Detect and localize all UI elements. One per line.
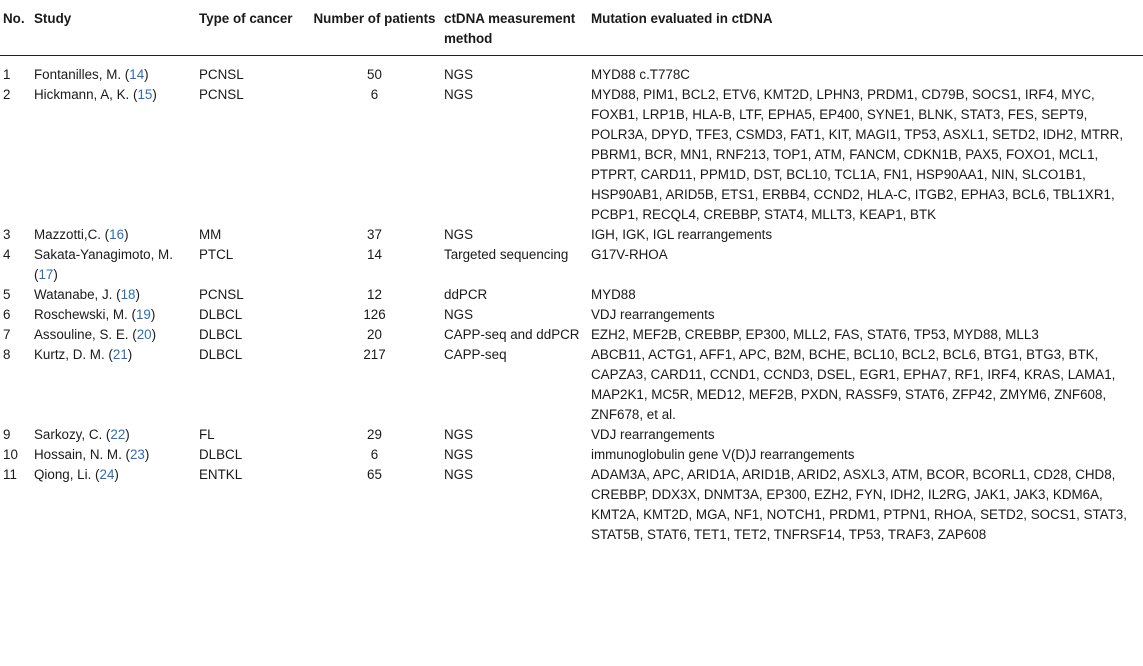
study-cell <box>34 445 199 465</box>
patients-cell: 20 <box>367 327 382 342</box>
method-cell: NGS <box>444 307 474 322</box>
study-cell <box>34 225 199 245</box>
study-cell <box>34 245 199 285</box>
study-cell <box>34 85 199 225</box>
method-cell: NGS <box>444 227 474 242</box>
study-author: Fontanilles, M. ( <box>34 67 130 82</box>
table-row <box>0 425 1143 445</box>
row-number: 7 <box>3 327 11 342</box>
table-row <box>0 85 1143 225</box>
reference-link[interactable]: 18 <box>120 287 136 302</box>
row-number: 10 <box>3 447 18 462</box>
study-close-paren: ) <box>150 307 156 322</box>
row-number: 2 <box>3 87 11 102</box>
study-cell <box>34 425 199 445</box>
reference-link[interactable]: 16 <box>109 227 125 242</box>
study-author: Sakata-Yanagimoto, M. ( <box>34 247 173 282</box>
study-close-paren: ) <box>152 87 157 102</box>
row-number: 5 <box>3 287 11 302</box>
cancer-type-cell: DLBCL <box>199 347 243 362</box>
header-type-of-cancer: Type of cancer <box>199 9 305 56</box>
mutation-cell: EZH2, MEF2B, CREBBP, EP300, MLL2, FAS, STAT6, TP53, MYD88, MLL3 <box>591 327 1039 342</box>
study-author: Assouline, S. E. ( <box>34 327 137 342</box>
table-row <box>0 325 1143 345</box>
reference-link[interactable]: 15 <box>137 87 153 102</box>
study-author: Hickmann, A, K. ( <box>34 87 138 102</box>
reference-link[interactable]: 22 <box>110 427 126 442</box>
row-number: 1 <box>3 67 11 82</box>
reference-link[interactable]: 14 <box>129 67 145 82</box>
mutation-cell: VDJ rearrangements <box>591 307 715 322</box>
study-author: Watanabe, J. ( <box>34 287 121 302</box>
cancer-type-cell: ENTKL <box>199 467 243 482</box>
mutation-cell: IGH, IGK, IGL rearrangements <box>591 227 773 242</box>
patients-cell: 6 <box>370 87 379 102</box>
study-cell <box>34 345 199 425</box>
reference-link[interactable]: 19 <box>135 307 151 322</box>
mutation-cell: MYD88 <box>591 287 636 302</box>
cancer-type-cell: FL <box>199 427 215 442</box>
patients-cell: 14 <box>367 247 382 262</box>
table-header <box>0 9 1143 56</box>
row-number: 9 <box>3 427 11 442</box>
study-cell <box>34 56 199 86</box>
table-row <box>0 285 1143 305</box>
table-row <box>0 345 1143 425</box>
patients-cell: 50 <box>367 67 382 82</box>
study-close-paren: ) <box>151 327 157 342</box>
study-close-paren: ) <box>135 287 140 302</box>
method-cell: NGS <box>444 447 474 462</box>
study-cell <box>34 465 199 545</box>
table-row <box>0 245 1143 285</box>
cancer-type-cell: PCNSL <box>199 67 244 82</box>
cancer-type-cell: DLBCL <box>199 327 243 342</box>
header-measurement-method: ctDNA measurement method <box>444 9 591 56</box>
study-close-paren: ) <box>127 347 133 362</box>
study-author: Roschewski, M. ( <box>34 307 136 322</box>
mutation-cell: immunoglobulin gene V(D)J rearrangements <box>591 447 855 462</box>
method-cell: NGS <box>444 87 474 102</box>
table-body <box>0 56 1143 546</box>
mutation-cell: VDJ rearrangements <box>591 427 715 442</box>
study-author: Sarkozy, C. ( <box>34 427 111 442</box>
reference-link[interactable]: 17 <box>38 267 54 282</box>
mutation-cell: G17V-RHOA <box>591 247 668 262</box>
table-row <box>0 445 1143 465</box>
method-cell: CAPP-seq <box>444 347 507 362</box>
method-cell: ddPCR <box>444 287 488 302</box>
study-close-paren: ) <box>124 227 129 242</box>
header-no: No. <box>0 9 34 56</box>
mutation-cell: ADAM3A, APC, ARID1A, ARID1B, ARID2, ASXL3, ATM, BCOR, BCORL1, CD28, CHD8, CREBBP, DDX3X, DNMT3A, EP300, EZH2, FYN, IDH2, IL2RG, JAK1, JAK3, KDM6A, KMT2A, KMT2D, MGA, NF1, NOTCH1, PRDM1, PTPN1, RHOA, SETD2, SOCS1, STAT3, STAT5B, STAT6, TET1, TET2, TNFRSF14, TP53, TRAF3, ZAP608 <box>591 467 1127 542</box>
table-row <box>0 465 1143 545</box>
header-mutation: Mutation evaluated in ctDNA <box>591 9 1143 56</box>
study-author: Kurtz, D. M. ( <box>34 347 113 362</box>
method-cell: NGS <box>444 427 474 442</box>
method-cell: NGS <box>444 67 474 82</box>
study-author: Hossain, N. M. ( <box>34 447 130 462</box>
reference-link[interactable]: 20 <box>136 327 152 342</box>
row-number: 3 <box>3 227 11 242</box>
patients-cell: 65 <box>367 467 382 482</box>
cancer-type-cell: DLBCL <box>199 447 243 462</box>
study-close-paren: ) <box>144 67 149 82</box>
reference-link[interactable]: 23 <box>129 447 145 462</box>
row-number: 4 <box>3 247 11 262</box>
study-author: Mazzotti,C. ( <box>34 227 110 242</box>
method-cell: Targeted sequencing <box>444 247 569 262</box>
study-author: Qiong, Li. ( <box>34 467 100 482</box>
patients-cell: 6 <box>370 447 379 462</box>
row-number: 6 <box>3 307 11 322</box>
cancer-type-cell: MM <box>199 227 222 242</box>
reference-link[interactable]: 24 <box>99 467 115 482</box>
header-number-of-patients: Number of patients <box>305 9 444 56</box>
mutation-cell: ABCB11, ACTG1, AFF1, APC, B2M, BCHE, BCL10, BCL2, BCL6, BTG1, BTG3, BTK, CAPZA3, CARD11, CCND1, CCND3, DSEL, EGR1, EPHA7, RF1, IRF4, KRAS, LAMA1, MAP2K1, MC5R, MED12, MEF2B, PXDN, RASSF9, STAT6, ZFP42, ZMYM6, ZNF608, ZNF678, et al. <box>591 347 1116 422</box>
table-row <box>0 305 1143 325</box>
method-cell: CAPP-seq and ddPCR <box>444 327 580 342</box>
study-cell <box>34 305 199 325</box>
patients-cell: 12 <box>367 287 382 302</box>
reference-link[interactable]: 21 <box>112 347 128 362</box>
table-row <box>0 56 1143 86</box>
row-number: 11 <box>3 467 17 482</box>
study-cell <box>34 285 199 305</box>
method-cell: NGS <box>444 467 474 482</box>
cancer-type-cell: PCNSL <box>199 287 244 302</box>
study-close-paren: ) <box>114 467 119 482</box>
table-row <box>0 225 1143 245</box>
cancer-type-cell: DLBCL <box>199 307 243 322</box>
cancer-type-cell: PCNSL <box>199 87 244 102</box>
patients-cell: 126 <box>363 307 386 322</box>
study-close-paren: ) <box>125 427 130 442</box>
mutation-cell: MYD88, PIM1, BCL2, ETV6, KMT2D, LPHN3, PRDM1, CD79B, SOCS1, IRF4, MYC, FOXB1, LRP1B, HLA-B, LTF, EPHA5, EP400, SYNE1, BLNK, STAT3, FES, SEPT9, POLR3A, DPYD, TFE3, CSMD3, FAT1, KIT, MAGI1, TP53, ASXL1, SETD2, IDH2, MTRR, PBRM1, BCR, MN1, RNF213, TOP1, ATM, FANCM, CDKN1B, PAX5, FOXO1, MCL1, PTPRT, CARD11, PPM1D, DST, BCL10, TCL1A, FN1, HSP90AA1, NIN, SLCO1B1, HSP90AB1, ARID5B, ETS1, ERBB4, CCND2, HLA-C, ITGB2, EPHA3, BCL6, TBL1XR1, PCBP1, RECQL4, CREBBP, STAT4, MLLT3, KEAP1, BTK <box>591 87 1124 222</box>
header-row <box>0 9 1143 56</box>
row-number: 8 <box>3 347 11 362</box>
patients-cell: 29 <box>367 427 382 442</box>
patients-cell: 217 <box>363 347 386 362</box>
mutation-cell: MYD88 c.T778C <box>591 67 690 82</box>
header-study: Study <box>34 9 199 56</box>
study-close-paren: ) <box>53 267 58 282</box>
study-close-paren: ) <box>144 447 150 462</box>
cancer-type-cell: PTCL <box>199 247 234 262</box>
study-cell <box>34 325 199 345</box>
studies-table <box>0 9 1143 545</box>
patients-cell: 37 <box>367 227 382 242</box>
